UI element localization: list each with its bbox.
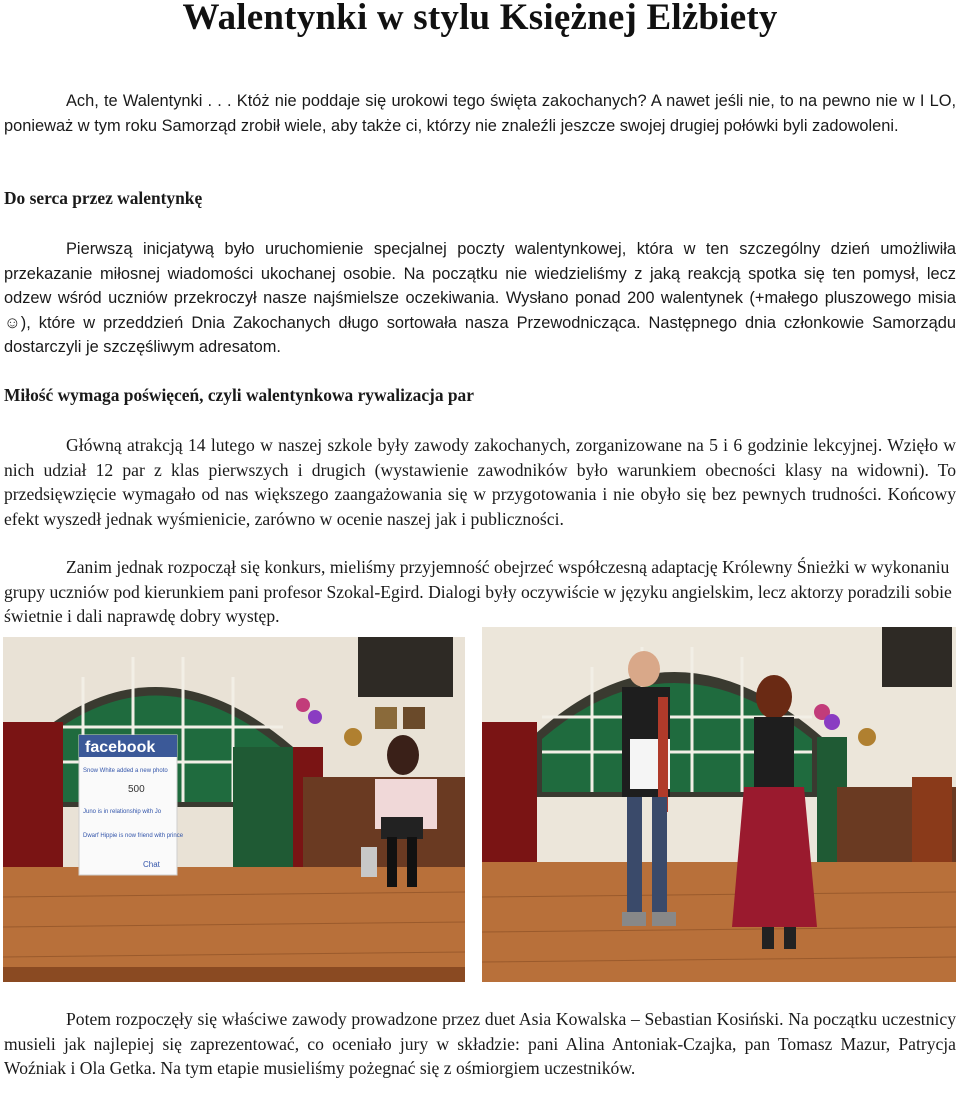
section-heading-valentines-mail: Do serca przez walentynkę	[4, 188, 203, 208]
poster-line-1: Snow White added a new photo	[83, 768, 168, 774]
intro-paragraph	[4, 89, 956, 138]
section-heading-couples-contest: Miłość wymaga poświęceń, czyli walentynkowa rywalizacja par	[4, 385, 474, 405]
poster-line-2: 500	[128, 784, 145, 795]
photo-stage-actors	[482, 627, 956, 982]
page-title: Walentynki w stylu Księżnej Elżbiety	[182, 0, 778, 38]
smiley-icon: ☺	[4, 313, 21, 332]
contest-paragraph-3: Potem rozpoczęły się właściwe zawody prowadzone przez duet Asia Kowalska – Sebastian Kosiński. Na początku uczestnicy musieli jak najlepiej się zaprezentować, co oceniało jury w składzie: pani Alina Antoniak-Czajka, pan Tomasz Mazur, Patrycja Woźniak i Ola Getka. Na tym etapie musieliśmy pożegnać się z ośmiorgiem uczestników.	[4, 1009, 956, 1078]
contest-paragraph-2: Zanim jednak rozpoczął się konkurs, mieliśmy przyjemność obejrzeć współczesną adaptację Królewny Śnieżki w wykonaniu grupy uczniów pod kierunkiem pani profesor Szokal-Egird. Dialogi były oczywiście w języku angielskim, lecz aktorzy poradzili sobie świetnie i dali naprawdę dobry występ.	[4, 557, 952, 626]
poster-line-3: Juno is in relationship with Jo	[83, 809, 162, 815]
valentines-mail-text-c: ), które w przeddzień Dnia Zakochanych długo sortowała nasza Przewodnicząca. Następnego dnia członkowie Samorządu dostarczyli je szczęśliwym adresatom.	[4, 313, 956, 356]
poster-brand-text: facebook	[85, 739, 156, 756]
photo-stage-facebook-poster-image	[3, 637, 465, 982]
valentines-mail-text-a: Pierwszą inicjatywą było uruchomienie specjalnej poczty walentynkowej, która w ten szczególny dzień umożliwiła przekazanie miłosnej wiadomości ukochanej osobie.	[4, 240, 956, 283]
photo-stage-actors-image	[482, 627, 956, 982]
valentines-mail-text-b: Na początku nie wiedzieliśmy z jaką reakcją spotka się ten pomysł, lecz odzew wśród uczniów przekroczył nasze najśmielsze oczekiwania. Wysłano ponad 200 walentynek (+małego pluszowego misia	[4, 264, 956, 307]
valentines-mail-paragraph	[4, 237, 956, 360]
contest-paragraph-1: Główną atrakcją 14 lutego w naszej szkole były zawody zakochanych, zorganizowane na 5 i 6 godzinie lekcyjnej. Wzięło w nich udział 12 par z klas pierwszych i drugich (wystawienie zawodników było warunkiem obecności klasy na widowni). To przedsięwzięcie wymagało od nas większego zaangażowania się w przygotowania i nie obyło się bez pewnych trudności. Końcowy efekt wyszedł jednak wyśmienicie, zarówno w ocenie naszej jak i publiczności.	[4, 435, 956, 529]
intro-text: Ach, te Walentynki . . . Któż nie poddaje się urokowi tego święta zakochanych? A nawet jeśli nie, to na pewno nie w I LO, ponieważ w tym roku Samorząd zrobił wiele, aby także ci, którzy nie znaleźli jeszcze swojej drugiej połówki byli zadowoleni.	[4, 92, 956, 135]
poster-line-5: Chat	[143, 860, 160, 869]
poster-line-4: Dwarf Hippie is now friend with prince	[83, 833, 184, 839]
photo-stage-facebook-poster	[3, 637, 465, 982]
